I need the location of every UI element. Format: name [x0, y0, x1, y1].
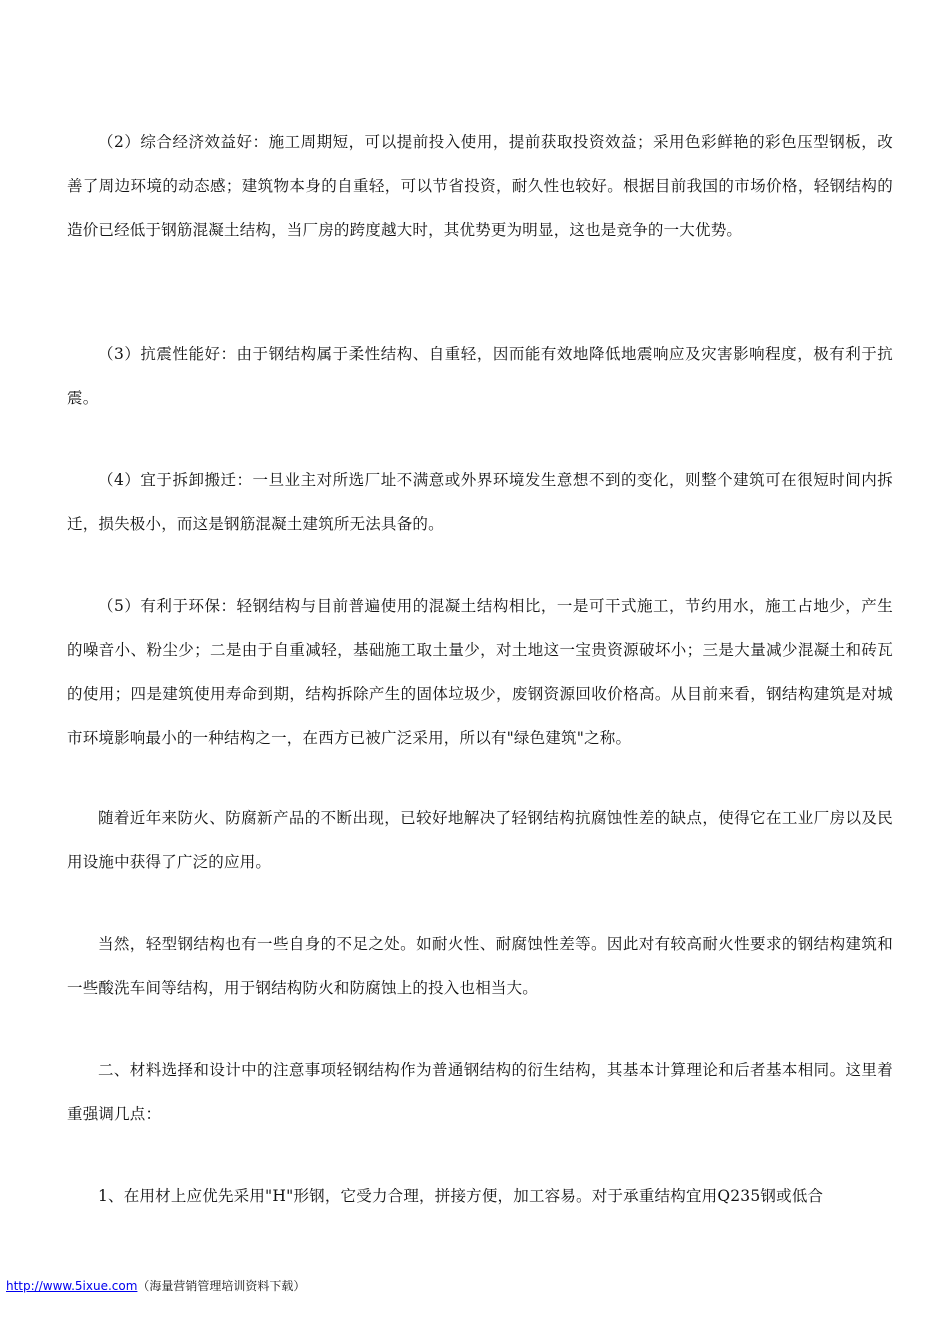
- paragraph-shortcomings: 当然，轻型钢结构也有一些自身的不足之处。如耐火性、耐腐蚀性差等。因此对有较高耐火性要求的钢结构建筑和一些酸洗车间等结构，用于钢结构防火和防腐蚀上的投入也相当大。: [67, 935, 893, 997]
- footer-link[interactable]: http://www.5ixue.com: [6, 1279, 138, 1293]
- page-footer: [6, 1278, 306, 1294]
- footer-note: （海量营销管理培训资料下载）: [137, 1279, 306, 1293]
- paragraph-disassembly: （4）宜于拆卸搬迁：一旦业主对所选厂址不满意或外界环境发生意想不到的变化，则整个建筑可在很短时间内拆迁，损失极小，而这是钢筋混凝土建筑所无法具备的。: [67, 471, 893, 533]
- paragraph-seismic-performance: （3）抗震性能好：由于钢结构属于柔性结构、自重轻，因而能有效地降低地震响应及灾害影响程度，极有利于抗震。: [67, 345, 893, 407]
- paragraph-economic-benefit: （2）综合经济效益好：施工周期短，可以提前投入使用，提前获取投资效益；采用色彩鲜艳的彩色压型钢板，改善了周边环境的动态感；建筑物本身的自重轻，可以节省投资，耐久性也较好。根据目前我国的市场价格，轻钢结构的造价已经低于钢筋混凝土结构，当厂房的跨度越大时，其优势更为明显，这也是竞争的一大优势。: [67, 133, 893, 239]
- paragraph-material-h-steel: 1、在用材上应优先采用"H"形钢，它受力合理，拼接方便，加工容易。对于承重结构宜用Q235钢或低合: [98, 1187, 824, 1205]
- paragraph-section-two: 二、材料选择和设计中的注意事项轻钢结构作为普通钢结构的衍生结构，其基本计算理论和后者基本相同。这里着重强调几点：: [67, 1061, 893, 1123]
- paragraph-fire-corrosion-products: 随着近年来防火、防腐新产品的不断出现，已较好地解决了轻钢结构抗腐蚀性差的缺点，使得它在工业厂房以及民用设施中获得了广泛的应用。: [67, 809, 893, 871]
- paragraph-environmental: （5）有利于环保：轻钢结构与目前普遍使用的混凝土结构相比，一是可干式施工，节约用水，施工占地少，产生的噪音小、粉尘少；二是由于自重减轻，基础施工取土量少，对土地这一宝贵资源破坏小；三是大量减少混凝土和砖瓦的使用；四是建筑使用寿命到期，结构拆除产生的固体垃圾少，废钢资源回收价格高。从目前来看，钢结构建筑是对城市环境影响最小的一种结构之一，在西方已被广泛采用，所以有"绿色建筑"之称。: [67, 597, 893, 747]
